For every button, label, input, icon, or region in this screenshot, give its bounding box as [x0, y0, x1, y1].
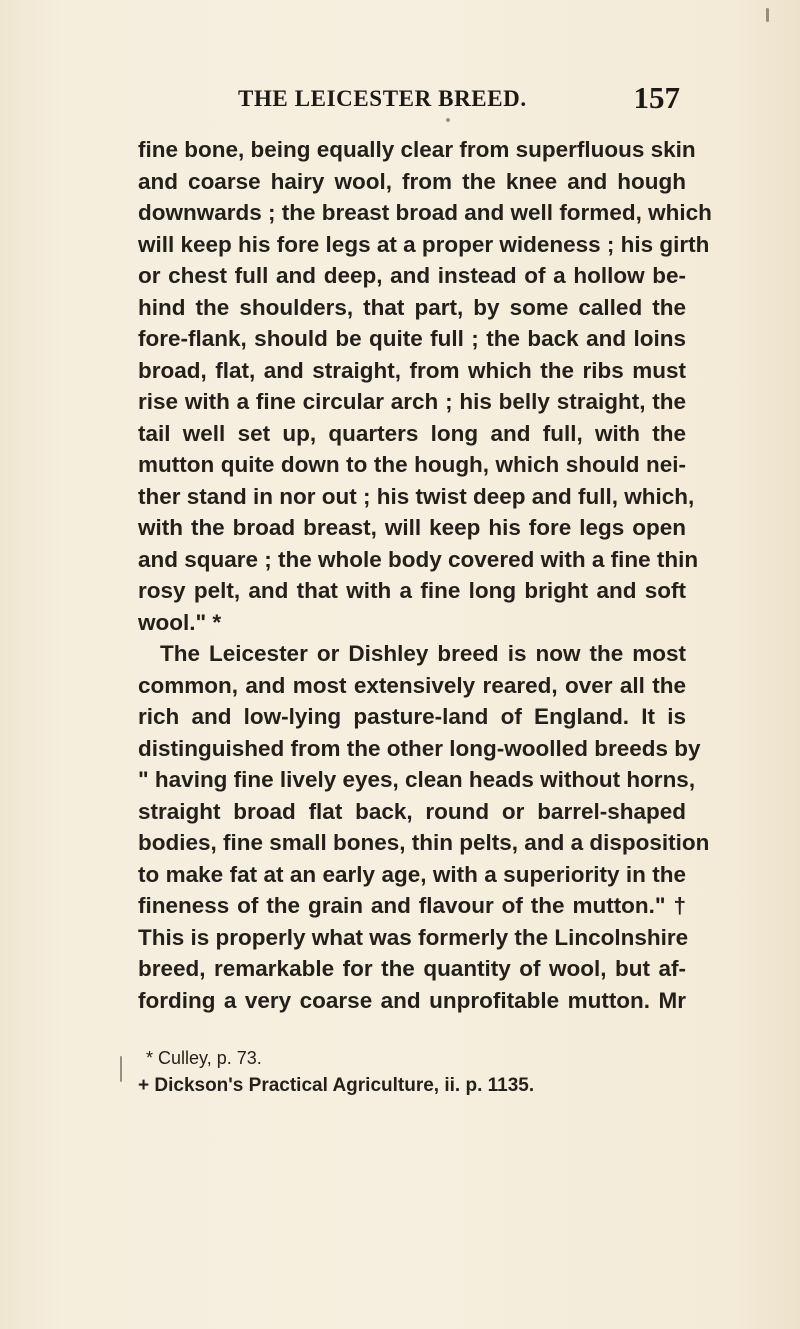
page-number: 157: [633, 80, 680, 115]
ink-speck: [446, 118, 450, 122]
text-line: bodies, fine small bones, thin pelts, and a disposition: [138, 830, 710, 855]
text-line: fine bone, being equally clear from superfluous skin: [138, 137, 696, 162]
text-line: to make fat at an early age, with a superiority in the: [138, 861, 686, 887]
running-title: THE LEICESTER BREED.: [238, 86, 527, 111]
text-line: rise with a fine circular arch ; his belly straight, the: [138, 389, 686, 414]
page-margin-mark: [766, 8, 769, 22]
text-line: distinguished from the other long-woolled breeds by: [138, 735, 701, 761]
text-line: common, and most extensively reared, over all the: [138, 672, 686, 698]
paragraph-start-line: The Leicester or Dishley breed is now the most: [160, 641, 686, 666]
text-line: tail well set up, quarters long and full, with the: [138, 420, 686, 446]
text-line: straight broad flat back, round or barrel-shaped: [138, 798, 686, 824]
text-line: and square ; the whole body covered with a fine thin: [138, 546, 699, 572]
text-line: or chest full and deep, and instead of a hollow be-: [138, 263, 686, 288]
text-line: breed, remarkable for the quantity of wool, but af-: [138, 956, 686, 981]
text-line: with the broad breast, will keep his fore legs open: [138, 515, 686, 540]
text-line: hind the shoulders, that part, by some called the: [138, 294, 686, 320]
text-line: fineness of the grain and flavour of the mutton." †: [138, 893, 686, 918]
text-line: fore-flank, should be quite full ; the back and loins: [138, 326, 686, 351]
text-line: mutton quite down to the hough, which should nei-: [138, 452, 686, 477]
text-line: broad, flat, and straight, from which the ribs must: [138, 357, 686, 383]
text-line: This is properly what was formerly the Lincolnshire: [138, 924, 689, 950]
text-line: wool." *: [138, 609, 222, 635]
text-line: will keep his fore legs at a proper wideness ; his girth: [138, 231, 710, 257]
page-margin-mark: [120, 1056, 122, 1082]
footnote: + Dickson's Practical Agriculture, ii. p. 1135.: [138, 1075, 535, 1096]
footnote: * Culley, p. 73.: [146, 1048, 262, 1068]
body-text: [138, 134, 712, 1016]
page-header: [140, 80, 680, 120]
text-line: " having fine lively eyes, clean heads without horns,: [138, 767, 696, 792]
text-line: and coarse hairy wool, from the knee and hough: [138, 168, 686, 194]
text-line: fording a very coarse and unprofitable mutton. Mr: [138, 987, 686, 1013]
text-line: rich and low-lying pasture-land of England. It is: [138, 704, 686, 729]
text-line: downwards ; the breast broad and well formed, which: [138, 200, 712, 225]
text-line: rosy pelt, and that with a fine long bright and soft: [138, 578, 686, 603]
footnotes: [138, 1045, 686, 1099]
text-line: ther stand in nor out ; his twist deep and full, which,: [138, 483, 695, 509]
